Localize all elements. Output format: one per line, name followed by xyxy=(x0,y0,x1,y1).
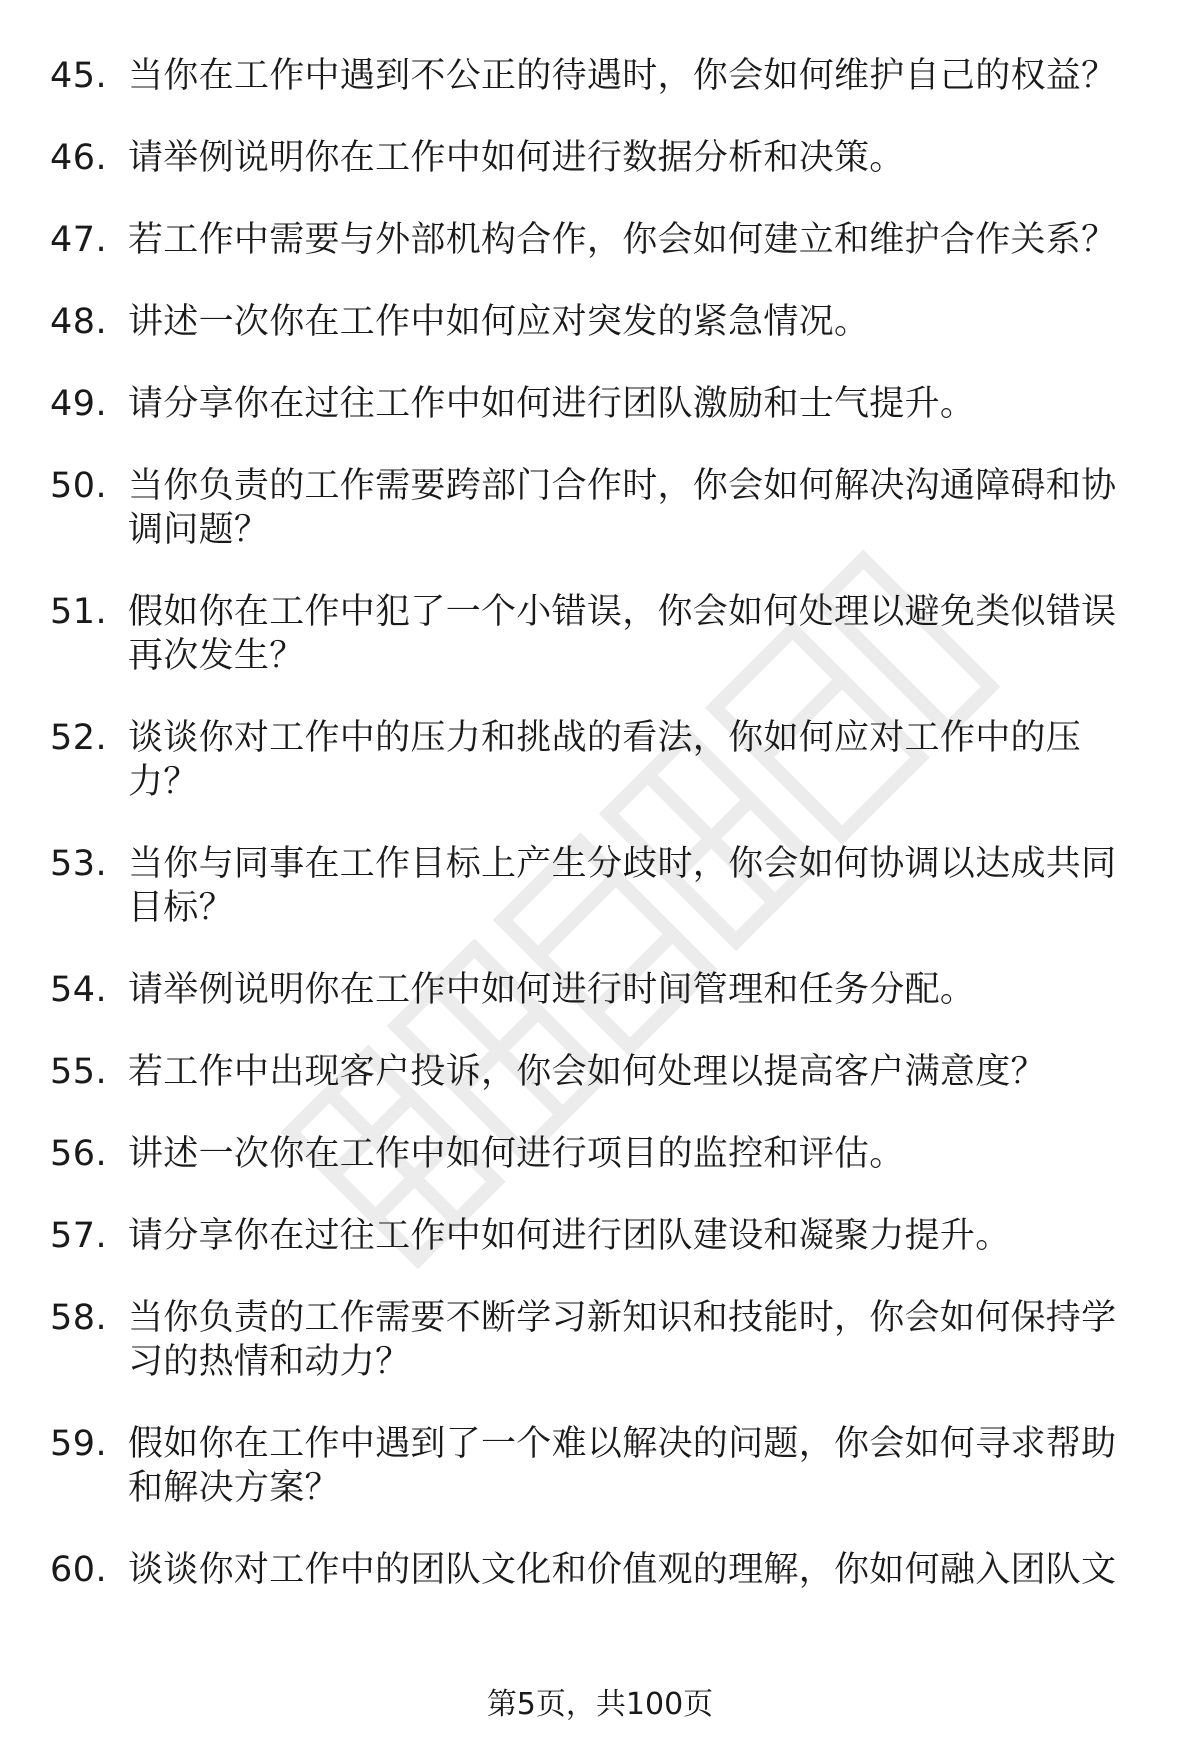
question-text: 假如你在工作中遇到了一个难以解决的问题，你会如何寻求帮助和解决方案？ xyxy=(128,1424,1117,1508)
page-footer: 第5页，共100页 xyxy=(486,1687,714,1722)
question-item xyxy=(0,218,1200,262)
question-list xyxy=(0,54,1200,1630)
question-number: 51. xyxy=(50,592,108,632)
question-number: 49. xyxy=(50,384,108,424)
question-item xyxy=(0,1132,1200,1176)
question-number: 57. xyxy=(50,1216,108,1256)
question-text: 请举例说明你在工作中如何进行时间管理和任务分配。 xyxy=(128,970,976,1010)
question-number: 58. xyxy=(50,1298,108,1338)
question-number: 54. xyxy=(50,970,108,1010)
question-number: 53. xyxy=(50,844,108,884)
question-number: 48. xyxy=(50,302,108,342)
question-item xyxy=(0,1422,1200,1510)
question-item xyxy=(0,1296,1200,1384)
question-text: 请分享你在过往工作中如何进行团队激励和士气提升。 xyxy=(128,384,976,424)
question-text: 讲述一次你在工作中如何进行项目的监控和评估。 xyxy=(128,1134,905,1174)
question-text: 讲述一次你在工作中如何应对突发的紧急情况。 xyxy=(128,302,870,342)
question-item xyxy=(0,1214,1200,1258)
question-number: 59. xyxy=(50,1424,108,1464)
question-text: 当你在工作中遇到不公正的待遇时，你会如何维护自己的权益？ xyxy=(128,56,1117,96)
question-number: 60. xyxy=(50,1550,108,1590)
question-text: 谈谈你对工作中的压力和挑战的看法，你如何应对工作中的压力？ xyxy=(128,718,1082,802)
question-number: 50. xyxy=(50,466,108,506)
question-text: 谈谈你对工作中的团队文化和价值观的理解，你如何融入团队文 xyxy=(128,1550,1117,1590)
question-text: 当你负责的工作需要跨部门合作时，你会如何解决沟通障碍和协调问题？ xyxy=(128,466,1117,550)
question-number: 46. xyxy=(50,138,108,178)
question-item xyxy=(0,716,1200,804)
question-item xyxy=(0,968,1200,1012)
question-number: 52. xyxy=(50,718,108,758)
question-item xyxy=(0,464,1200,552)
question-text: 若工作中需要与外部机构合作，你会如何建立和维护合作关系？ xyxy=(128,220,1117,260)
question-text: 当你负责的工作需要不断学习新知识和技能时，你会如何保持学习的热情和动力？ xyxy=(128,1298,1117,1382)
question-item xyxy=(0,382,1200,426)
question-item xyxy=(0,1548,1200,1592)
question-item xyxy=(0,54,1200,98)
question-text: 假如你在工作中犯了一个小错误，你会如何处理以避免类似错误再次发生？ xyxy=(128,592,1117,676)
question-number: 47. xyxy=(50,220,108,260)
question-number: 56. xyxy=(50,1134,108,1174)
question-number: 45. xyxy=(50,56,108,96)
question-text: 若工作中出现客户投诉，你会如何处理以提高客户满意度？ xyxy=(128,1052,1046,1092)
question-item xyxy=(0,842,1200,930)
question-item xyxy=(0,1050,1200,1094)
question-text: 当你与同事在工作目标上产生分歧时，你会如何协调以达成共同目标？ xyxy=(128,844,1117,928)
question-item xyxy=(0,590,1200,678)
question-item xyxy=(0,300,1200,344)
question-text: 请举例说明你在工作中如何进行数据分析和决策。 xyxy=(128,138,905,178)
question-item xyxy=(0,136,1200,180)
question-text: 请分享你在过往工作中如何进行团队建设和凝聚力提升。 xyxy=(128,1216,1011,1256)
question-number: 55. xyxy=(50,1052,108,1092)
